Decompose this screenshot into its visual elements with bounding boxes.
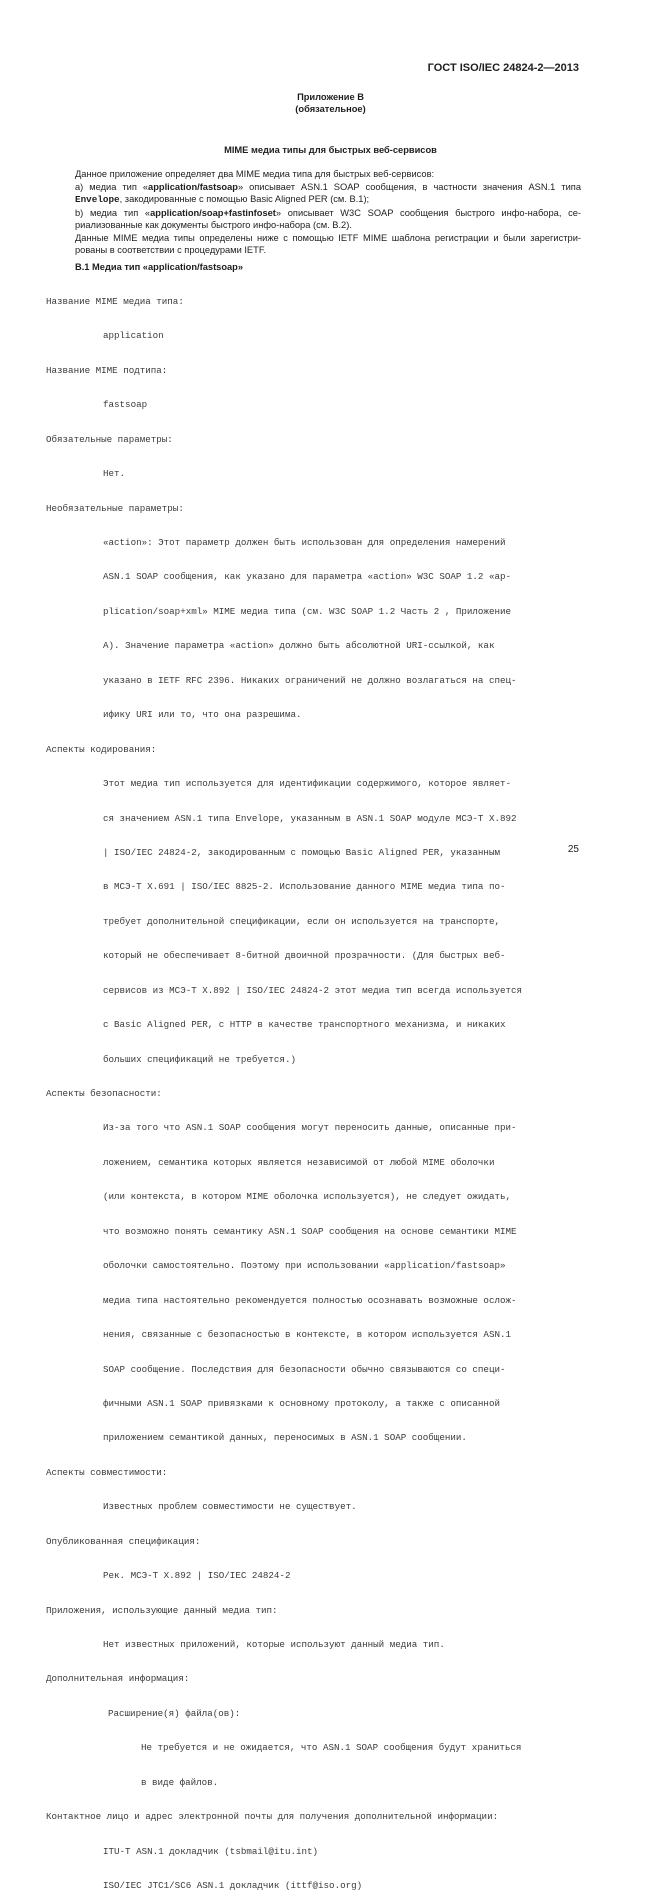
annex-title: Приложение В bbox=[297, 92, 364, 102]
template-line: Обязательные параметры: bbox=[46, 433, 173, 445]
main-title: MIME медиа типы для быстрых веб-сервисов bbox=[224, 145, 437, 155]
template-line: (или контекста, в котором MIME оболочка используется), не следует ожидать, bbox=[103, 1191, 511, 1203]
template-line: в виде файлов. bbox=[141, 1776, 219, 1788]
template-line: Название MIME медиа типа: bbox=[46, 295, 184, 307]
document-header: ГОСТ ISO/IEC 24824-2—2013 bbox=[427, 62, 579, 74]
template-line: ASN.1 SOAP сообщения, как указано для параметра «action» W3C SOAP 1.2 «ap- bbox=[103, 571, 511, 583]
template-line: ложением, семантика которых является независимой от любой MIME оболочки bbox=[103, 1156, 495, 1168]
item-b-prefix: b) медиа тип « bbox=[75, 207, 151, 218]
template-line: Этот медиа тип используется для идентификации содержимого, которое являет- bbox=[103, 778, 511, 790]
template-line: ISO/IEC JTC1/SC6 ASN.1 докладчик (ittf@iso.org) bbox=[103, 1880, 363, 1892]
template-line: | ISO/IEC 24824-2, закодированным с помощью Basic Aligned PER, указанным bbox=[103, 846, 500, 858]
template-line: Дополнительная информация: bbox=[46, 1673, 190, 1685]
template-line: Нет. bbox=[103, 468, 126, 480]
template-line: Известных проблем совместимости не существует. bbox=[103, 1501, 357, 1513]
item-b bbox=[75, 207, 581, 232]
template-line: «action»: Этот параметр должен быть использован для определения намерений bbox=[103, 537, 506, 549]
template-line: Название MIME подтипа: bbox=[46, 364, 168, 376]
template-line: Опубликованная спецификация: bbox=[46, 1535, 201, 1547]
item-a-code: Envelope bbox=[75, 194, 120, 205]
item-b-text: » описывает W3C SOAP сообщения быстрого инфо-набора, се-риализованные как документы быстрого инфо-набора (см. В.2). bbox=[75, 207, 581, 230]
intro-block bbox=[75, 168, 581, 257]
template-line: Приложения, использующие данный медиа тип: bbox=[46, 1604, 278, 1616]
item-a-text: » описывает ASN.1 SOAP сообщения, в частности значения ASN.1 типа bbox=[237, 181, 581, 192]
template-line: сервисов из МСЭ-Т X.892 | ISO/IEC 24824-2 этот медиа тип всегда используется bbox=[103, 984, 523, 996]
template-line: приложением семантикой данных, переносимых в ASN.1 SOAP сообщении. bbox=[103, 1432, 467, 1444]
template-line: Расширение(я) файла(ов): bbox=[108, 1707, 241, 1719]
page-number: 25 bbox=[567, 844, 579, 855]
registration-paragraph: Данные MIME медиа типы определены ниже с помощью IETF MIME шаблона регистрации и были зарегистри-рованы в соответствии с процедурами IETF. bbox=[75, 232, 581, 255]
template-line: А). Значение параметра «action» должно быть абсолютной URI-ссылкой, как bbox=[103, 640, 495, 652]
template-line: требует дополнительной спецификации, если он используется на транспорте, bbox=[103, 915, 500, 927]
template-line: оболочки самостоятельно. Поэтому при использовании «application/fastsoap» bbox=[103, 1260, 506, 1272]
template-line: Рек. МСЭ-Т X.892 | ISO/IEC 24824-2 bbox=[103, 1570, 291, 1582]
template-line: Необязательные параметры: bbox=[46, 502, 184, 514]
template-line: ITU-T ASN.1 докладчик (tsbmail@itu.int) bbox=[103, 1845, 319, 1857]
template-line: с Basic Aligned PER, с HTTP в качестве транспортного механизма, и никаких bbox=[103, 1019, 506, 1031]
template-line: fastsoap bbox=[103, 399, 148, 411]
annex-subtitle: (обязательное) bbox=[295, 104, 366, 114]
template-line: медиа типа настоятельно рекомендуется полностью осознавать возможные ослож- bbox=[103, 1294, 517, 1306]
template-line: Аспекты безопасности: bbox=[46, 1088, 162, 1100]
template-line: больших спецификаций не требуется.) bbox=[103, 1053, 296, 1065]
template-line: который не обеспечивает 8-битной двоичной прозрачности. (Для быстрых веб- bbox=[103, 950, 506, 962]
template-line: Нет известных приложений, которые используют данный медиа тип. bbox=[103, 1639, 445, 1651]
mime-template bbox=[46, 273, 586, 1903]
template-line: Из-за того что ASN.1 SOAP сообщения могут переносить данные, описанные при- bbox=[103, 1122, 517, 1134]
item-a-media-type: application/fastsoap bbox=[148, 181, 238, 192]
template-line: нения, связанные с безопасностью в контексте, в котором используется ASN.1 bbox=[103, 1329, 511, 1341]
template-line: plication/soap+xml» MIME медиа типа (см. W3C SOAP 1.2 Часть 2 , Приложение bbox=[103, 605, 511, 617]
template-line: Аспекты кодирования: bbox=[46, 743, 157, 755]
template-line: что возможно понять семантику ASN.1 SOAP сообщения на основе семантики MIME bbox=[103, 1225, 517, 1237]
intro-paragraph bbox=[75, 168, 581, 181]
item-a bbox=[75, 181, 581, 207]
template-line: фичными ASN.1 SOAP привязками к основному протоколу, а также с описанной bbox=[103, 1397, 500, 1409]
item-a-prefix: a) медиа тип « bbox=[75, 181, 149, 192]
item-a-suffix: , закодированные с помощью Basic Aligned PER (см. В.1); bbox=[119, 194, 370, 204]
section-title: В.1 Медиа тип «application/fastsoap» bbox=[75, 262, 244, 272]
item-b-media-type: application/soap+fastinfoset bbox=[150, 207, 276, 218]
template-line: указано в IETF RFC 2396. Никаких ограничений не должно возлагаться на спец- bbox=[103, 674, 517, 686]
template-line: в МСЭ-Т X.691 | ISO/IEC 8825-2. Использование данного MIME медиа типа по- bbox=[103, 881, 506, 893]
template-line: Аспекты совместимости: bbox=[46, 1466, 168, 1478]
template-line: ифику URI или то, что она разрешима. bbox=[103, 709, 302, 721]
intro-text: Данное приложение определяет два MIME медиа типа для быстрых веб-сервисов: bbox=[75, 169, 435, 179]
template-line: Контактное лицо и адрес электронной почты для получения дополнительной информации: bbox=[46, 1811, 499, 1823]
template-line: Не требуется и не ожидается, что ASN.1 SOAP сообщения будут храниться bbox=[141, 1742, 522, 1754]
template-line: ся значением ASN.1 типа Envelope, указанным в ASN.1 SOAP модуле МСЭ-Т X.892 bbox=[103, 812, 517, 824]
template-line: SOAP сообщение. Последствия для безопасности обычно связываются со специ- bbox=[103, 1363, 506, 1375]
template-line: application bbox=[103, 330, 164, 342]
